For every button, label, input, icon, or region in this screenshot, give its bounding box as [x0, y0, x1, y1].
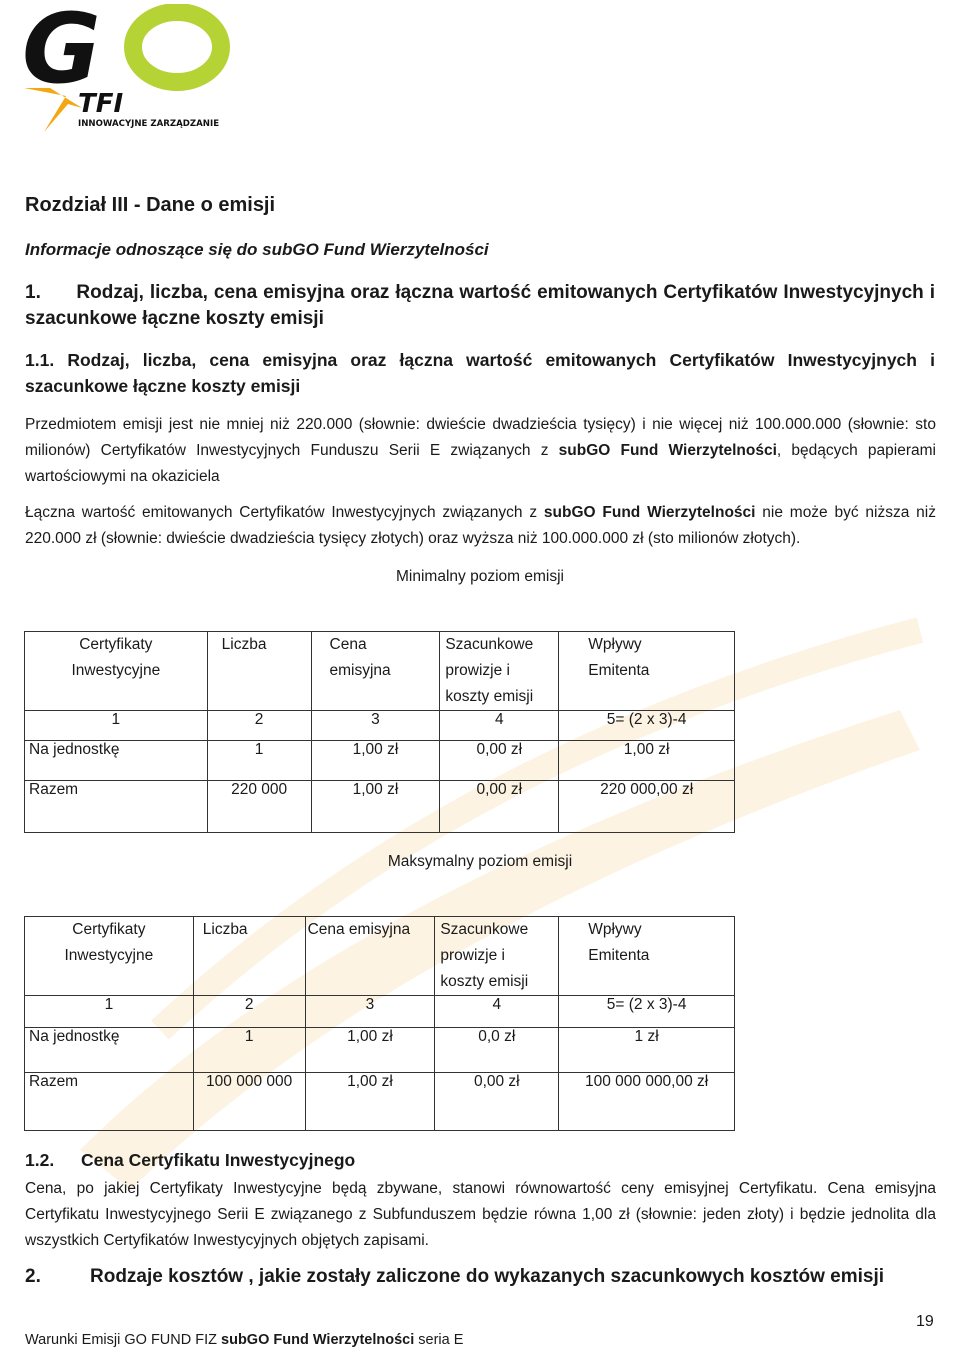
page-number: 19 [916, 1313, 934, 1330]
table-row [25, 1028, 735, 1073]
footer-text-end: seria E [414, 1332, 464, 1348]
table-row [25, 781, 735, 833]
subtitle: Informacje odnoszące się do subGO Fund Wierzytelności [25, 240, 489, 259]
paragraph-2-text-end: nie może być niższa niż 220.000 zł (słownie: dwieście dwadzieścia tysięcy złotych) oraz wyższa niż 100.000.000 zł (sto milionów złotych). [25, 504, 936, 547]
header-cell: Cena emisyjna [305, 917, 435, 996]
table-cell: 220 000,00 zł [559, 781, 735, 833]
table-cell: 0,0 zł [435, 1028, 559, 1073]
table-cell: 0,00 zł [440, 741, 559, 781]
footer-text: Warunki Emisji GO FUND FIZ [25, 1332, 222, 1348]
table-cell: Razem [25, 1073, 194, 1131]
section-2-heading [25, 1266, 884, 1288]
table-min-caption: Minimalny poziom emisji [396, 568, 564, 585]
paragraph-total-value [25, 500, 936, 552]
paragraph-2-text: Łączna wartość emitowanych Certyfikatów Inwestycyjnych związanych z [25, 504, 544, 521]
table-cell: 100 000 000,00 zł [559, 1073, 735, 1131]
footer-bold: subGO Fund Wierzytelności [221, 1332, 415, 1348]
table-cell: 4 [435, 996, 559, 1028]
table-row [25, 741, 735, 781]
table-cell: 5= (2 x 3)-4 [559, 996, 735, 1028]
table-row [25, 1073, 735, 1131]
header-cell: Cena emisyjna [311, 632, 440, 711]
table-cell: 1,00 zł [305, 1073, 435, 1131]
section-1-heading [25, 280, 935, 332]
header-cell: Szacunkowe prowizje i koszty emisji [440, 632, 559, 711]
table-cell: 5= (2 x 3)-4 [559, 711, 735, 741]
table-cell: 2 [193, 996, 305, 1028]
section-1-1-number: 1.1. [25, 350, 55, 370]
paragraph-certificate-price: Cena, po jakiej Certyfikaty Inwestycyjne będą zbywane, stanowi równowartość ceny emisyjnej Certyfikatu. Cena emisyjna Certyfikatu Inwestycyjnego Serii E związanego z Subfunduszem będzie równa 1,00 zł (słownie: jeden złoty) i będzie jednolita dla wszystkich Certyfikatów Inwestycyjnych objętych zapisami. [25, 1180, 936, 1249]
header-cell: Certyfikaty Inwestycyjne [25, 632, 208, 711]
table-colnum-row [25, 996, 735, 1028]
table-cell: 3 [311, 711, 440, 741]
table-cell: 1,00 zł [311, 781, 440, 833]
table-max-emission [24, 916, 735, 1131]
header-cell: Liczba [207, 632, 311, 711]
table-header-row [25, 632, 735, 711]
table-cell: 0,00 zł [435, 1073, 559, 1131]
table-cell: 1,00 zł [311, 741, 440, 781]
table-cell: 2 [207, 711, 311, 741]
section-1-number: 1. [25, 282, 41, 303]
header-cell: Szacunkowe prowizje i koszty emisji [435, 917, 559, 996]
table-cell: Na jednostkę [25, 741, 208, 781]
table-cell: 100 000 000 [193, 1073, 305, 1131]
paragraph-1-text-end: , będących papierami wartościowymi na okaziciela [25, 442, 936, 485]
logo-o [133, 12, 221, 82]
section-1-2-title: Cena Certyfikatu Inwestycyjnego [81, 1150, 356, 1170]
table-colnum-row [25, 711, 735, 741]
table-min-emission [24, 631, 735, 833]
header-cell: Wpływy Emitenta [559, 917, 735, 996]
table-cell: Razem [25, 781, 208, 833]
logo-tfi: TFI [78, 89, 124, 119]
section-1-title: Rodzaj, liczba, cena emisyjna oraz łączna wartość emitowanych Certyfikatów Inwestycyjnych i szacunkowe łączne koszty emisji [25, 282, 935, 329]
table-header-row [25, 917, 735, 996]
logo-g: G [22, 4, 101, 105]
section-1-1-title: Rodzaj, liczba, cena emisyjna oraz łączna wartość emitowanych Certyfikatów Inwestycyjnych i szacunkowe łączne koszty emisji [25, 350, 935, 396]
section-1-1-heading [25, 347, 935, 399]
section-2-title: Rodzaje kosztów , jakie zostały zaliczone do wykazanych szacunkowych kosztów emisji [90, 1266, 885, 1287]
table-cell: 0,00 zł [440, 781, 559, 833]
table-cell: 3 [305, 996, 435, 1028]
table-max-caption: Maksymalny poziom emisji [387, 853, 573, 870]
table-cell: 1 [25, 711, 208, 741]
table-cell: 220 000 [207, 781, 311, 833]
company-logo [22, 4, 232, 134]
section-1-2-heading [25, 1150, 355, 1171]
logo-tagline: INNOWACYJNE ZARZĄDZANIE [78, 119, 220, 129]
section-2-number: 2. [25, 1266, 41, 1287]
page-footer [25, 1332, 463, 1348]
paragraph-emission-subject [25, 412, 936, 490]
table-cell: 1,00 zł [305, 1028, 435, 1073]
table-cell: Na jednostkę [25, 1028, 194, 1073]
table-cell: 1,00 zł [559, 741, 735, 781]
paragraph-2-bold: subGO Fund Wierzytelności [543, 504, 756, 521]
header-cell: Certyfikaty Inwestycyjne [25, 917, 194, 996]
header-cell: Liczba [193, 917, 305, 996]
paragraph-1-bold: subGO Fund Wierzytelności [558, 442, 777, 459]
header-cell: Wpływy Emitenta [559, 632, 735, 711]
chapter-title: Rozdział III - Dane o emisji [25, 194, 276, 216]
table-cell: 1 [207, 741, 311, 781]
table-cell: 1 zł [559, 1028, 735, 1073]
paragraph-1-text: Przedmiotem emisji jest nie mniej niż 220.000 (słownie: dwieście dwadzieścia tysięcy) i nie więcej niż 100.000.000 (słownie: sto milionów) Certyfikatów Inwestycyjnych Funduszu Serii E związanych z [25, 416, 936, 459]
section-1-2-number: 1.2. [25, 1150, 55, 1170]
table-cell: 4 [440, 711, 559, 741]
table-cell: 1 [193, 1028, 305, 1073]
table-cell: 1 [25, 996, 194, 1028]
